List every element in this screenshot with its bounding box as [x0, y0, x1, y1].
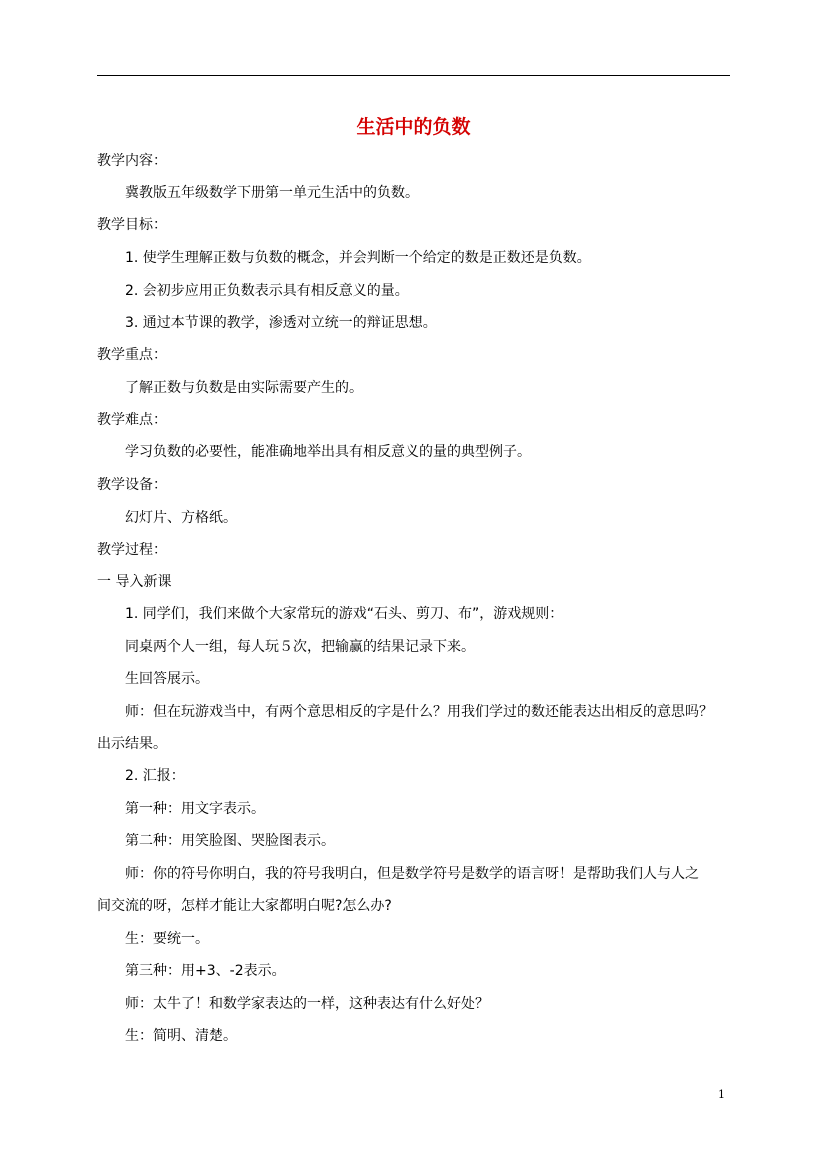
paragraph-line: 第一种：用文字表示。	[125, 801, 265, 817]
paragraph-line: 第三种：用+3、-2表示。	[125, 963, 286, 979]
paragraph-line: 学习负数的必要性，能准确地举出具有相反意义的量的典型例子。	[125, 444, 531, 460]
goal-item-2: 2. 会初步应用正负数表示具有相反意义的量。	[125, 283, 409, 299]
section-heading-equipment: 教学设备：	[97, 477, 167, 493]
section-heading-difficulties: 教学难点：	[97, 412, 167, 428]
paragraph-line: 1. 同学们，我们来做个大家常玩的游戏“石头、剪刀、布”，游戏规则：	[125, 606, 564, 622]
paragraph-line: 间交流的呀，怎样才能让大家都明白呢?怎么办?	[97, 898, 392, 914]
paragraph-line: 第二种：用笑脸图、哭脸图表示。	[125, 833, 335, 849]
page-number: 1	[718, 1088, 725, 1101]
goal-item-3: 3. 通过本节课的教学，渗透对立统一的辩证思想。	[125, 315, 437, 331]
paragraph-line: 生：要统一。	[125, 931, 209, 947]
paragraph-line: 2. 汇报：	[125, 768, 185, 784]
section-heading-key-points: 教学重点：	[97, 347, 167, 363]
section-heading-goals: 教学目标：	[97, 217, 167, 233]
paragraph-line: 了解正数与负数是由实际需要产生的。	[125, 380, 363, 396]
paragraph-line: 同桌两个人一组，每人玩５次，把输赢的结果记录下来。	[125, 639, 475, 655]
paragraph-line: 生：简明、清楚。	[125, 1028, 237, 1044]
subsection-heading: 一 导入新课	[97, 574, 172, 590]
goal-item-1: 1. 使学生理解正数与负数的概念，并会判断一个给定的数是正数还是负数。	[125, 250, 591, 266]
section-heading-process: 教学过程：	[97, 542, 167, 558]
paragraph-line: 冀教版五年级数学下册第一单元生活中的负数。	[125, 185, 419, 201]
paragraph-line: 师：太牛了！和数学家表达的一样，这种表达有什么好处？	[125, 996, 489, 1012]
paragraph-line: 出示结果。	[97, 736, 167, 752]
paragraph-line: 师：你的符号你明白，我的符号我明白，但是数学符号是数学的语言呀！是帮助我们人与人之	[125, 866, 699, 882]
section-heading-content: 教学内容：	[97, 153, 167, 169]
paragraph-line: 幻灯片、方格纸。	[125, 510, 237, 526]
document-title: 生活中的负数	[356, 116, 471, 138]
paragraph-line: 生回答展示。	[125, 671, 209, 687]
header-rule	[97, 75, 730, 76]
paragraph-line: 师：但在玩游戏当中，有两个意思相反的字是什么？用我们学过的数还能表达出相反的意思吗？	[125, 704, 713, 720]
